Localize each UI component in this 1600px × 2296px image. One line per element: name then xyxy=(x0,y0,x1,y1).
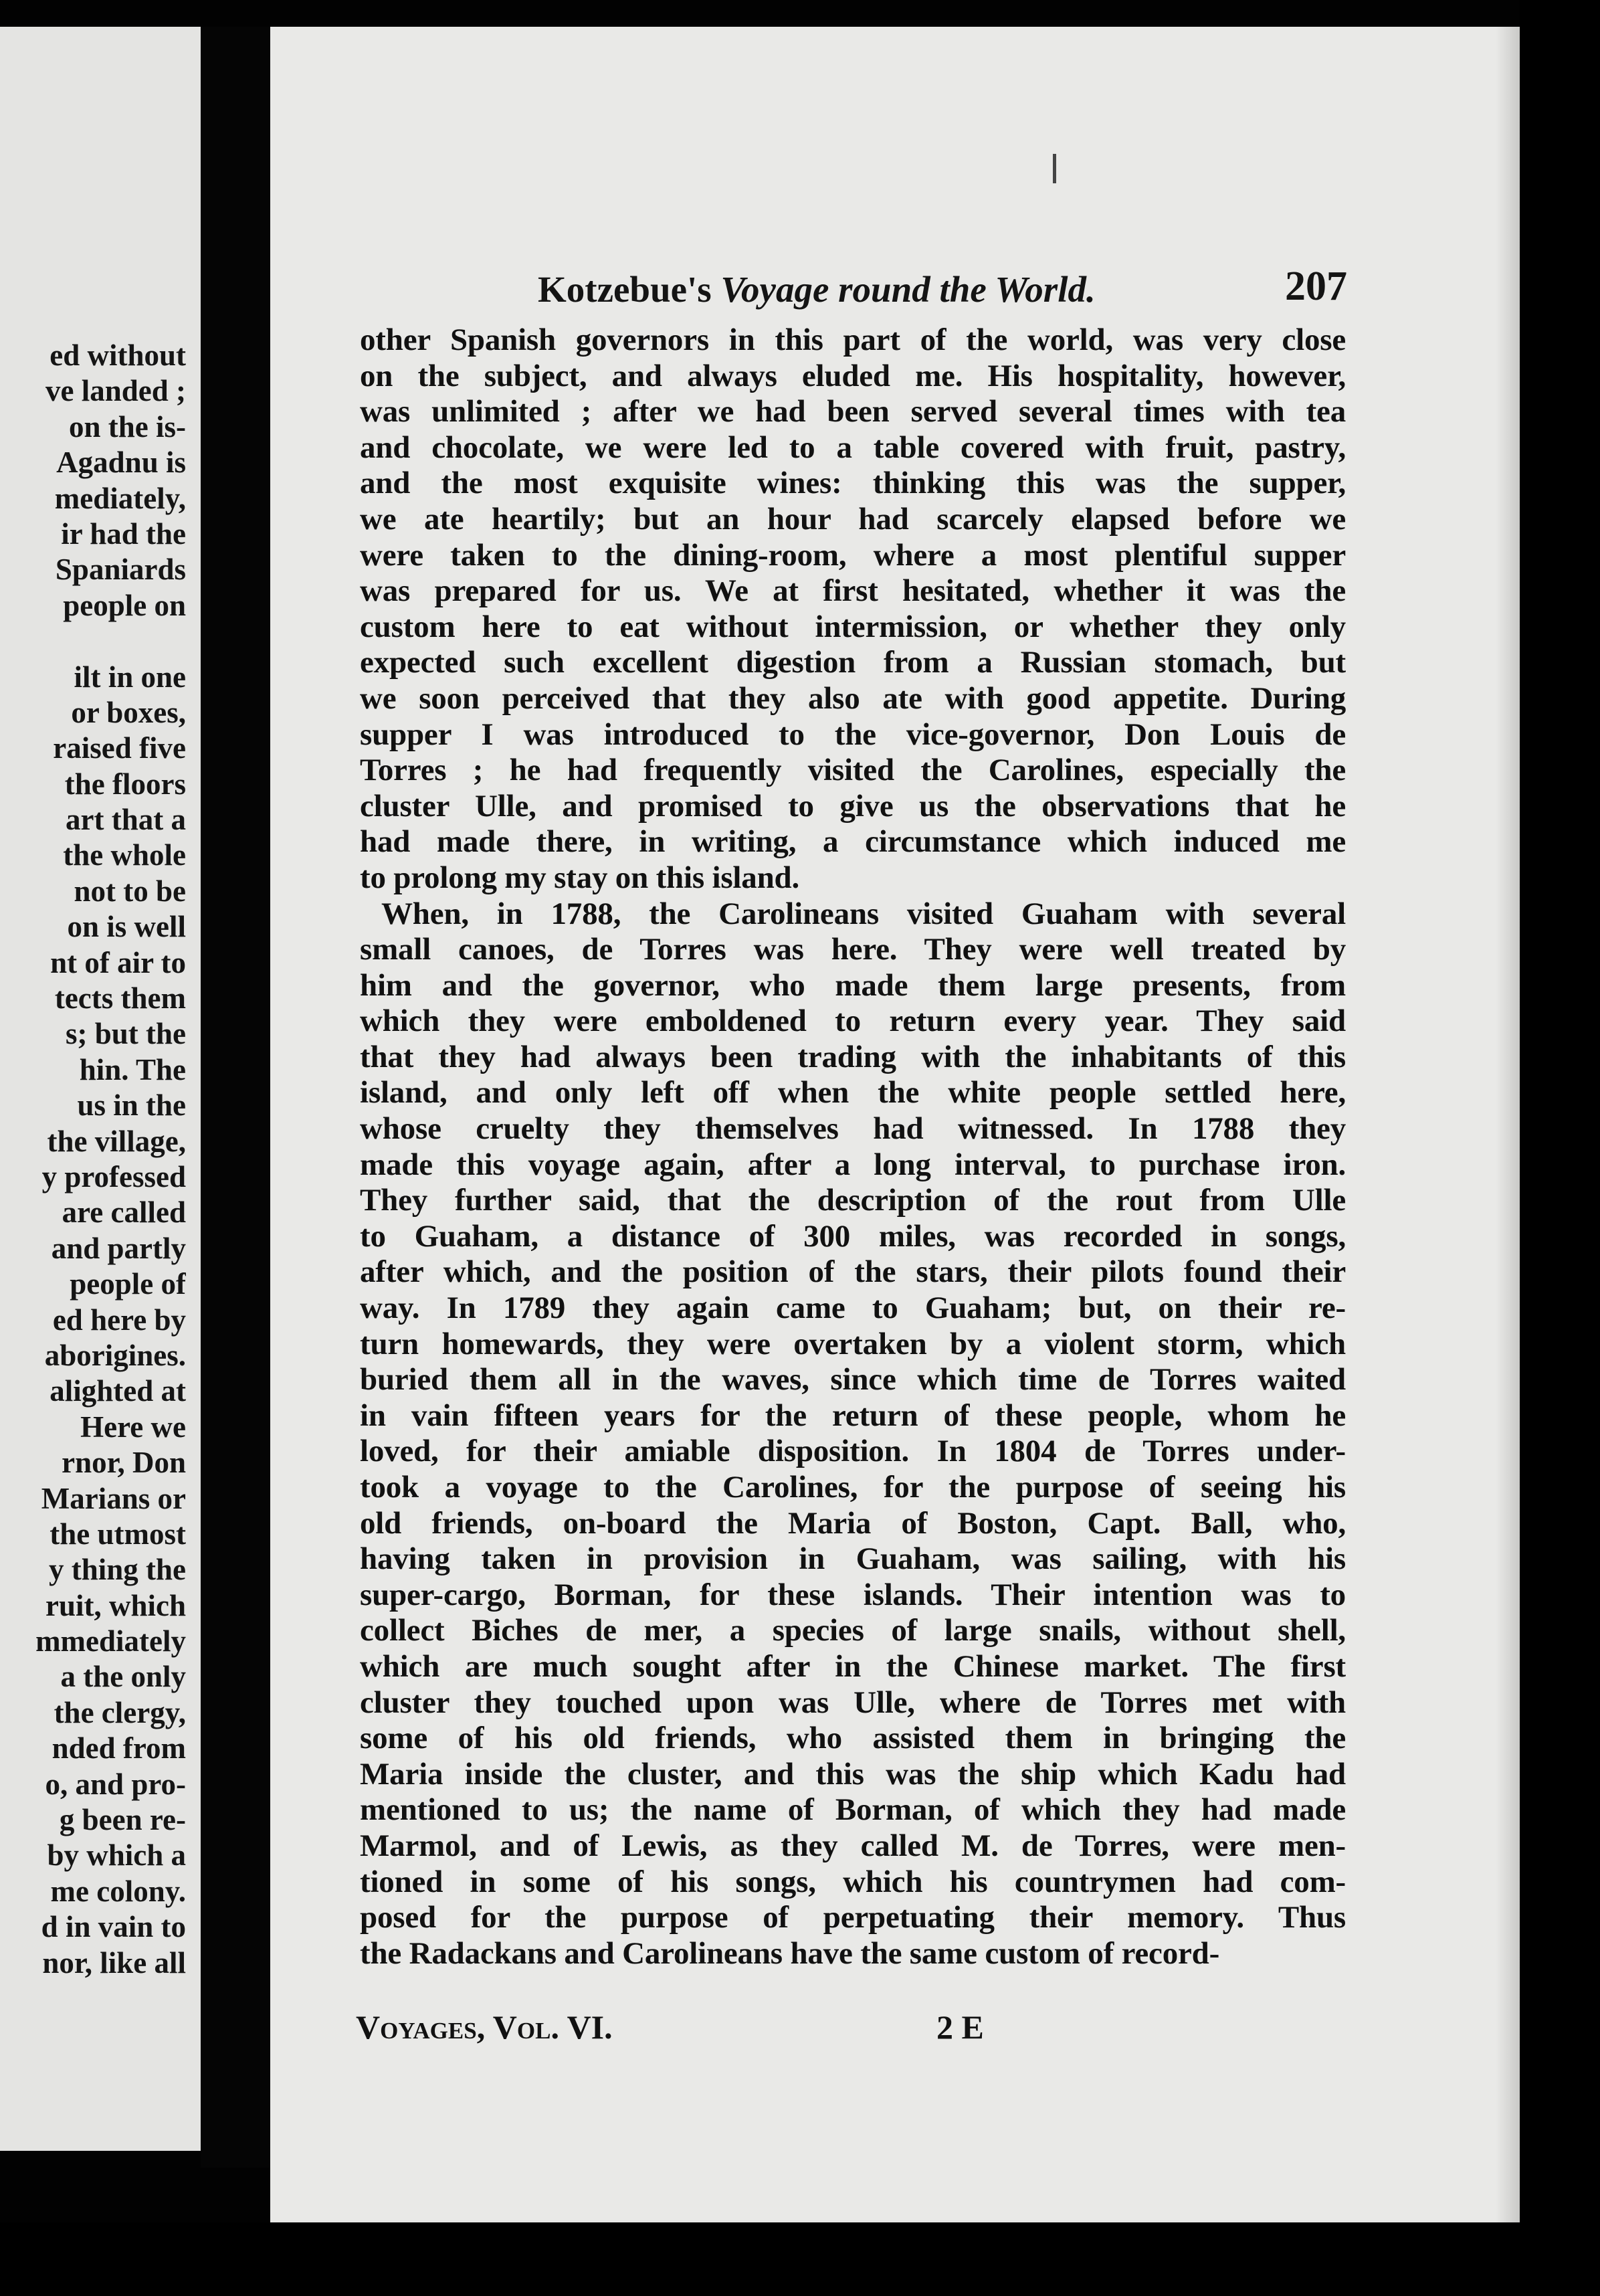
facing-page-line: alighted at xyxy=(49,1374,186,1408)
facing-page-line: people on xyxy=(63,588,186,622)
text-line: turn homewards, they were overtaken by a violent storm, which xyxy=(360,1326,1346,1361)
facing-page-line: ve landed ; xyxy=(45,374,186,408)
text-line: which are much sought after in the Chinese market. The first xyxy=(360,1648,1346,1684)
text-line: we soon perceived that they also ate with good appetite. During xyxy=(360,680,1346,716)
text-line: loved, for their amiable disposition. In 1804 de Torres under- xyxy=(360,1434,1346,1469)
facing-page-line: nded from xyxy=(52,1731,186,1765)
running-head xyxy=(538,258,1347,318)
text-line: was prepared for us. We at first hesitated, whether it was the xyxy=(360,573,1346,609)
facing-page-line: and partly xyxy=(51,1231,186,1265)
facing-page-line: not to be xyxy=(74,874,186,908)
text-line: after which, and the position of the stars, their pilots found their xyxy=(360,1254,1346,1290)
facing-page-line: aborigines. xyxy=(44,1338,186,1372)
page-gutter xyxy=(201,27,270,2168)
page-edge-shadow xyxy=(1496,27,1520,2222)
facing-page-line: ir had the xyxy=(61,516,186,551)
text-line: custom here to eat without intermission, or whether they only xyxy=(360,609,1346,644)
facing-page-line: ilt in one xyxy=(74,660,186,694)
text-line: had made there, in writing, a circumstance which induced me xyxy=(360,824,1346,860)
page-number: 207 xyxy=(1285,264,1347,309)
text-line: mentioned to us; the name of Borman, of which they had made xyxy=(360,1792,1346,1828)
facing-page-line: nt of air to xyxy=(50,945,186,979)
text-line: expected such excellent digestion from a Russian stomach, but xyxy=(360,645,1346,680)
facing-page-line: are called xyxy=(62,1195,186,1230)
running-head-title: Voyage round the World. xyxy=(720,269,1096,310)
facing-page-left xyxy=(0,27,201,2151)
scan-border-bottom xyxy=(0,2222,1600,2296)
text-line: Marmol, and of Lewis, as they called M. de Torres, were men- xyxy=(360,1828,1346,1863)
facing-page-line: mmediately xyxy=(35,1624,186,1658)
text-line: the Radackans and Carolineans have the same custom of record- xyxy=(360,1935,1220,1971)
text-line: small canoes, de Torres was here. They were well treated by xyxy=(360,932,1346,967)
text-line: buried them all in the waves, since which time de Torres waited xyxy=(360,1362,1346,1398)
text-line: tioned in some of his songs, which his countrymen had com- xyxy=(360,1864,1346,1899)
scan-border-right xyxy=(1520,0,1600,2296)
facing-page-line: ruit, which xyxy=(45,1588,186,1622)
text-line: posed for the purpose of perpetuating their memory. Thus xyxy=(360,1900,1346,1935)
facing-page-line: g been re- xyxy=(59,1803,186,1837)
facing-page-line: or boxes, xyxy=(71,695,186,729)
facing-page-line: Spaniards xyxy=(55,553,186,587)
text-line: some of his old friends, who assisted them in bringing the xyxy=(360,1721,1346,1756)
text-line: Torres ; he had frequently visited the Carolines, especially the xyxy=(360,753,1346,788)
text-line: having taken in provision in Guaham, was sailing, with his xyxy=(360,1541,1346,1577)
facing-page-line: the utmost xyxy=(49,1517,186,1551)
text-line: was unlimited ; after we had been served several times with tea xyxy=(360,394,1346,429)
text-line: to Guaham, a distance of 300 miles, was recorded in songs, xyxy=(360,1218,1346,1254)
text-line: which they were emboldened to return every year. They said xyxy=(360,1003,1346,1039)
running-title xyxy=(538,268,1096,310)
page-footer xyxy=(356,2004,1259,2050)
text-line: made this voyage again, after a long interval, to purchase iron. xyxy=(360,1147,1346,1182)
facing-page-line: a the only xyxy=(60,1660,186,1694)
facing-page-line: rnor, Don xyxy=(62,1446,186,1480)
text-line: cluster they touched upon was Ulle, where de Torres met with xyxy=(360,1685,1346,1720)
facing-page-line: me colony. xyxy=(50,1874,186,1908)
text-line: supper I was introduced to the vice-governor, Don Louis de xyxy=(360,716,1346,752)
facing-page-line: raised five xyxy=(53,731,186,765)
facing-page-line: on the is- xyxy=(68,409,186,444)
ink-mark xyxy=(1053,154,1056,183)
facing-page-line: by which a xyxy=(47,1838,186,1873)
text-line: to prolong my stay on this island. xyxy=(360,860,800,895)
signature-mark: 2 E xyxy=(936,2008,984,2046)
facing-page-line: ed here by xyxy=(52,1303,186,1337)
facing-page-line: nor, like all xyxy=(42,1945,186,1980)
text-line: super-cargo, Borman, for these islands. Their intention was to xyxy=(360,1577,1346,1612)
facing-page-line: s; but the xyxy=(65,1017,186,1051)
facing-page-line: on is well xyxy=(67,910,186,944)
text-line: took a voyage to the Carolines, for the purpose of seeing his xyxy=(360,1470,1346,1505)
text-line: collect Biches de mer, a species of large snails, without shell, xyxy=(360,1613,1346,1648)
text-line: When, in 1788, the Carolineans visited Guaham with several xyxy=(381,896,1346,931)
facing-page-line xyxy=(0,624,186,659)
text-line: whose cruelty they themselves had witnessed. In 1788 they xyxy=(360,1111,1346,1147)
facing-page-line: the village, xyxy=(47,1124,186,1158)
text-line: in vain fifteen years for the return of these people, whom he xyxy=(360,1398,1346,1433)
facing-page-line: hin. The xyxy=(79,1052,186,1086)
text-line: that they had always been trading with the inhabitants of this xyxy=(360,1039,1346,1074)
facing-page-line: the floors xyxy=(64,767,186,801)
text-line: him and the governor, who made them large presents, from xyxy=(360,967,1346,1003)
facing-page-line: Agadnu is xyxy=(56,446,186,480)
facing-page-line: tects them xyxy=(54,981,186,1016)
text-line: and the most exquisite wines: thinking this was the supper, xyxy=(360,466,1346,501)
text-line: old friends, on-board the Maria of Boston, Capt. Ball, who, xyxy=(360,1505,1346,1541)
facing-page-line: mediately, xyxy=(54,481,186,515)
facing-page-line: o, and pro- xyxy=(45,1767,186,1801)
facing-page-line: us in the xyxy=(77,1088,186,1123)
facing-page-line: y thing the xyxy=(48,1553,186,1587)
facing-page-line: people of xyxy=(70,1267,186,1301)
facing-page-line: Marians or xyxy=(41,1481,186,1515)
text-line: and chocolate, we were led to a table covered with fruit, pastry, xyxy=(360,429,1346,465)
text-line: island, and only left off when the white people settled here, xyxy=(360,1075,1346,1111)
facing-page-line: d in vain to xyxy=(41,1910,186,1944)
text-line: other Spanish governors in this part of the world, was very close xyxy=(360,322,1346,357)
book-page xyxy=(270,27,1520,2222)
facing-page-line: Here we xyxy=(80,1410,186,1444)
text-line: were taken to the dining-room, where a most plentiful supper xyxy=(360,537,1346,573)
text-line: They further said, that the description of the rout from Ulle xyxy=(360,1183,1346,1218)
running-head-author: Kotzebue's xyxy=(538,269,712,310)
facing-page-line: art that a xyxy=(66,803,186,837)
text-line: cluster Ulle, and promised to give us the observations that he xyxy=(360,788,1346,824)
text-line: way. In 1789 they again came to Guaham; but, on their re- xyxy=(360,1290,1346,1326)
text-line: on the subject, and always eluded me. His hospitality, however, xyxy=(360,358,1346,393)
facing-page-line: the clergy, xyxy=(54,1695,186,1729)
footer-volume: Voyages, Vol. VI. xyxy=(356,2008,613,2046)
body-text xyxy=(360,322,1346,1972)
text-line: we ate heartily; but an hour had scarcely elapsed before we xyxy=(360,501,1346,537)
facing-page-line: y professed xyxy=(41,1159,186,1193)
facing-page-line: the whole xyxy=(63,838,186,872)
facing-page-text xyxy=(0,338,186,1981)
text-line: Maria inside the cluster, and this was the ship which Kadu had xyxy=(360,1756,1346,1792)
facing-page-line: ed without xyxy=(49,339,186,372)
